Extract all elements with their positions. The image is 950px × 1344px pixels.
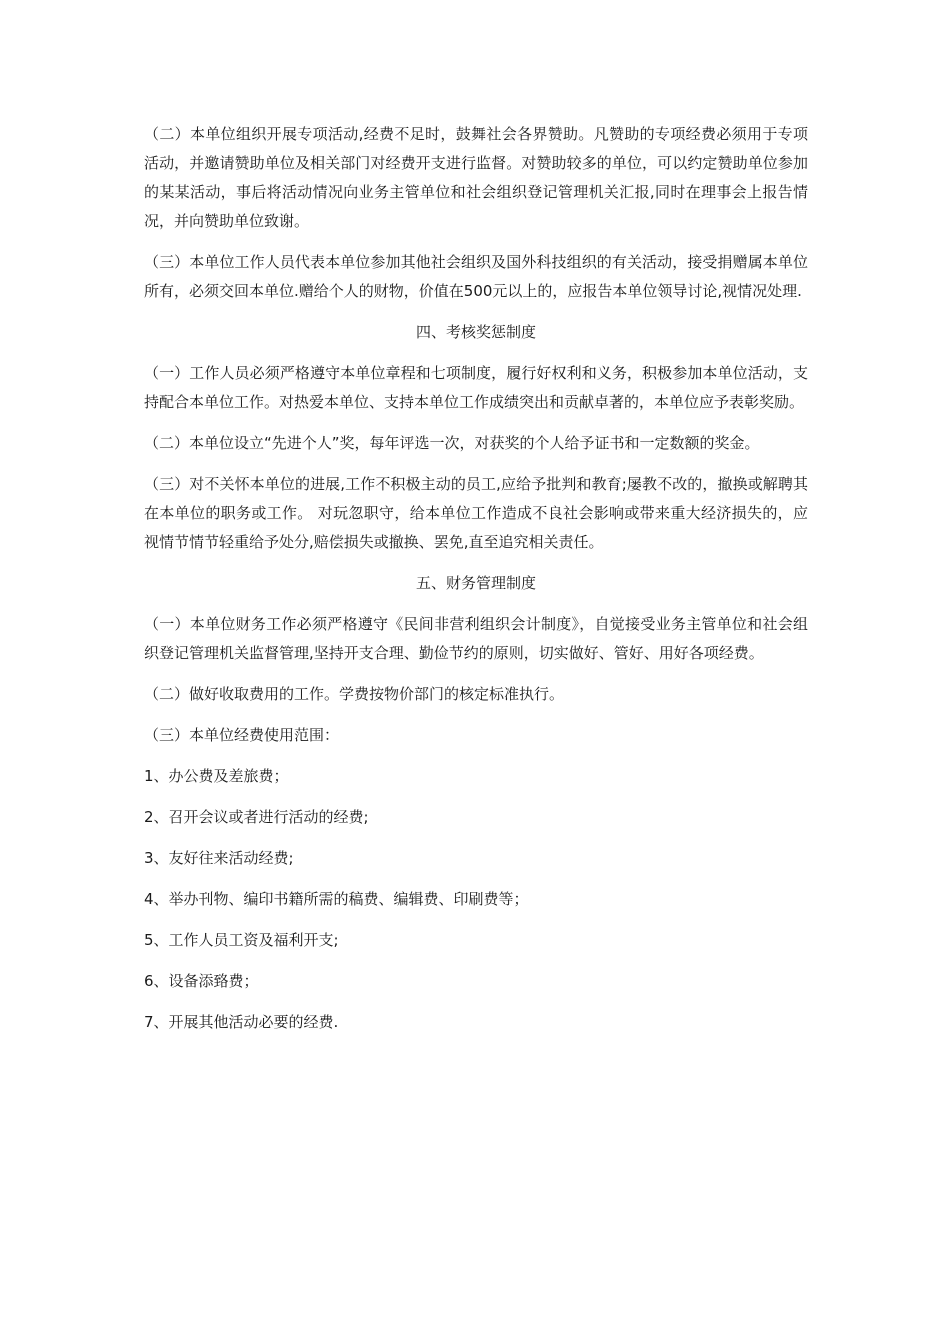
list-item-3: 3、友好往来活动经费; [144, 849, 294, 867]
list-item-5: 5、工作人员工资及福利开支; [144, 931, 339, 949]
para-expense-scope: （三）本单位经费使用范围： [144, 726, 340, 744]
list-item-1: 1、办公费及差旅费； [144, 767, 289, 785]
document-body [144, 120, 808, 1049]
para-fee-collection: （二）做好收取费用的工作。学费按物价部门的核定标准执行。 [144, 685, 565, 703]
list-item-7: 7、开展其他活动必要的经费. [144, 1013, 339, 1031]
list-item-4: 4、举办刊物、编印书籍所需的稿费、编辑费、印刷费等； [144, 890, 529, 908]
heading-finance-management: 五、财务管理制度 [415, 574, 536, 592]
para-staff-compliance: （一）工作人员必须严格遵守本单位章程和七项制度，履行好权利和义务，积极参加本单位活动，支持配合本单位工作。对热爱本单位、支持本单位工作成绩突出和贡献卓著的，本单位应予表彰奖励。 [144, 364, 808, 411]
para-penalties: （三）对不关怀本单位的进展,工作不积极主动的员工,应给予批判和教育;屡教不改的，撤换或解聘其在本单位的职务或工作。 对玩忽职守，给本单位工作造成不良社会影响或带来重大经济损失的，应视情节情节轻重给予处分,赔偿损失或撤换、罢免,直至追究相关责任。 [144, 475, 808, 551]
heading-assessment-rewards: 四、考核奖惩制度 [415, 323, 536, 341]
para-advanced-individual-award: （二）本单位设立“先进个人”奖，每年评选一次，对获奖的个人给予证书和一定数额的奖金。 [144, 434, 760, 452]
para-accounting-rules: （一）本单位财务工作必须严格遵守《民间非营利组织会计制度》，自觉接受业务主管单位和社会组织登记管理机关监督管理,坚持开支合理、勤俭节约的原则，切实做好、管好、用好各项经费。 [144, 615, 808, 662]
para-gifts-handover: （三）本单位工作人员代表本单位参加其他社会组织及国外科技组织的有关活动，接受捐赠属本单位所有，必须交回本单位.赠给个人的财物，价值在500元以上的，应报告本单位领导讨论,视情况处理. [144, 253, 808, 300]
list-item-6: 6、设备添臵费； [144, 972, 259, 990]
para-sponsorship-special-activities: （二）本单位组织开展专项活动,经费不足时，鼓舞社会各界赞助。凡赞助的专项经费必须用于专项活动，并邀请赞助单位及相关部门对经费开支进行监督。对赞助较多的单位，可以约定赞助单位参加的某某活动，事后将活动情况向业务主管单位和社会组织登记管理机关汇报,同时在理事会上报告情况，并向赞助单位致谢。 [144, 125, 808, 230]
list-item-2: 2、召开会议或者进行活动的经费; [144, 808, 369, 826]
